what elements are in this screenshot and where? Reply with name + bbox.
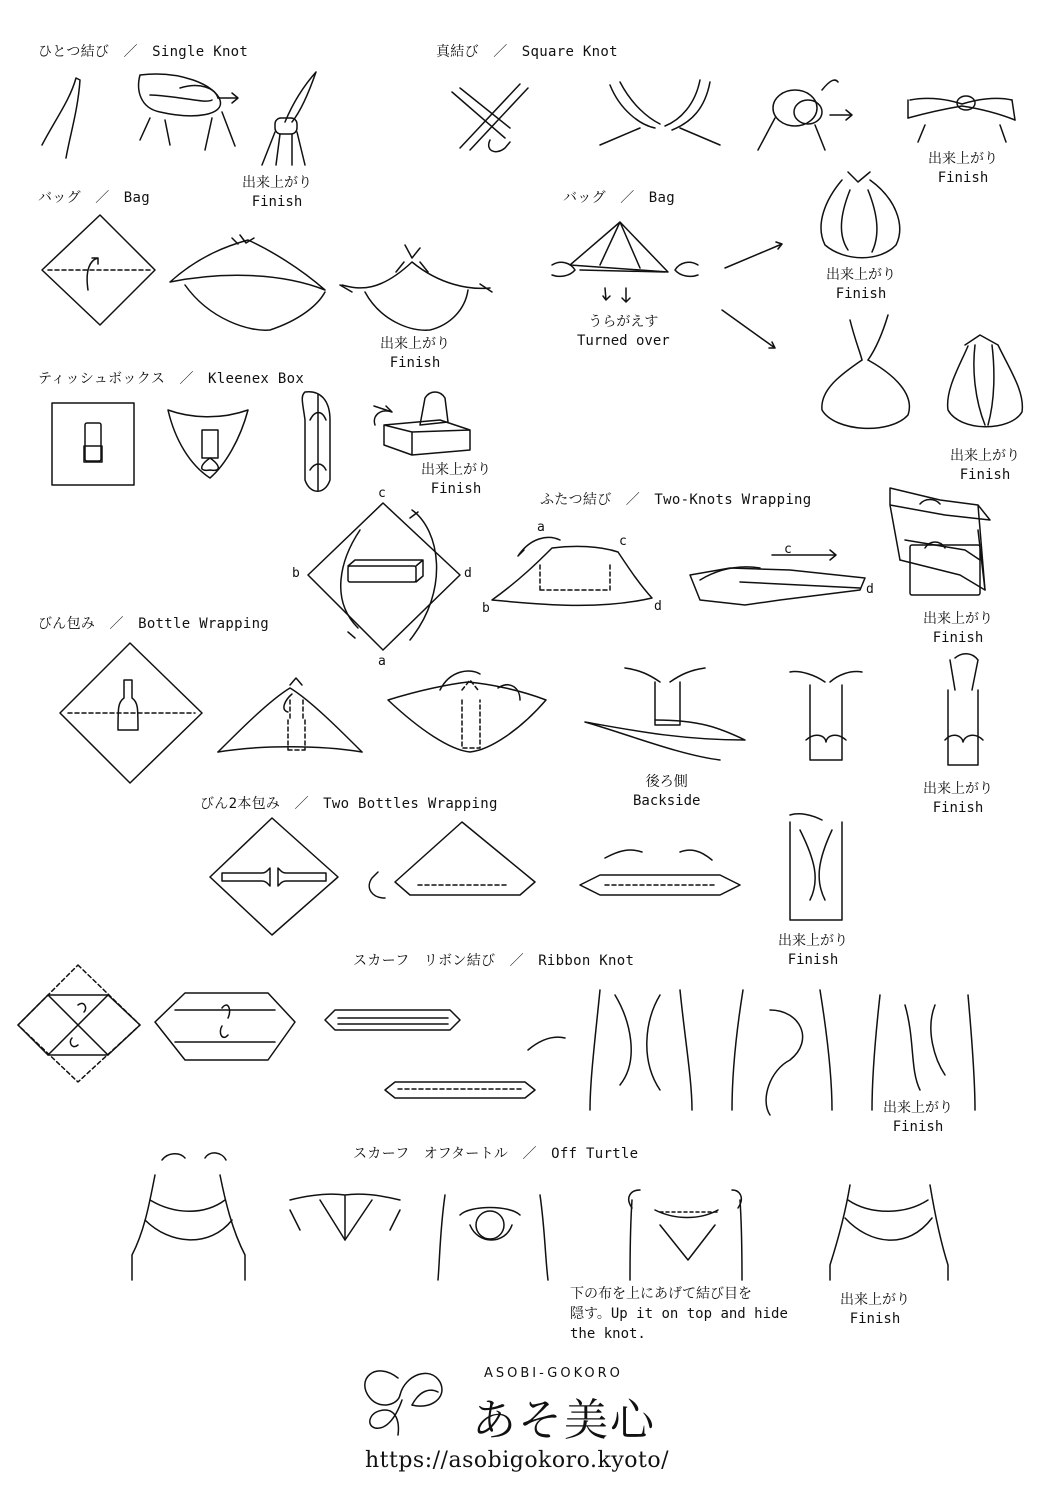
section-title-two-bottles: びん2本包み ／ Two Bottles Wrapping (200, 796, 498, 812)
finish-caption: 出来上がり Finish (883, 1100, 953, 1135)
section-title-square-knot: 真結び ／ Square Knot (436, 44, 618, 60)
finish-caption: 出来上がり Finish (421, 462, 491, 497)
section-title-ribbon-knot: スカーフ リボン結び ／ Ribbon Knot (353, 953, 635, 969)
off-turtle-steps (132, 1153, 948, 1280)
brand-url-link[interactable]: https://asobigokoro.kyoto/ (365, 1448, 670, 1473)
finish-caption: 出来上がり Finish (928, 151, 998, 186)
kleenex-box-steps (52, 392, 470, 492)
corner-label-d: d (866, 582, 875, 597)
finish-caption: 出来上がり Finish (923, 611, 993, 646)
brand-latin-name: ASOBI-GOKORO (484, 1366, 623, 1381)
brand-logo-mark (365, 1371, 442, 1435)
brand-name: あそ美心 (472, 1395, 656, 1446)
corner-label-c: c (619, 534, 628, 549)
backside-caption: 後ろ側 Backside (633, 774, 701, 809)
section-title-two-knots: ふたつ結び ／ Two-Knots Wrapping (540, 492, 812, 508)
section-title-bag-turnover: バッグ ／ Bag (563, 190, 675, 206)
section-title-off-turtle: スカーフ オフタートル ／ Off Turtle (353, 1146, 639, 1162)
section-title-bottle: びん包み ／ Bottle Wrapping (38, 616, 270, 632)
bag-steps (42, 215, 492, 330)
finish-caption: 出来上がり Finish (840, 1292, 910, 1327)
finish-caption: 出来上がり Finish (778, 933, 848, 968)
finish-caption: 出来上がり Finish (242, 175, 312, 210)
corner-label-c: c (378, 486, 387, 501)
two-bottles-steps (210, 814, 842, 935)
off-turtle-instruction: 下の布を上にあげて結び目を 隠す。Up it on top and hide the knot. (570, 1286, 788, 1342)
finish-caption: 出来上がり Finish (826, 267, 896, 302)
section-title-single-knot: ひとつ結び ／ Single Knot (38, 44, 249, 60)
corner-label-a: a (378, 654, 387, 669)
single-knot-steps (42, 72, 316, 165)
finish-caption: 出来上がり Finish (923, 781, 993, 816)
corner-label-c: c (784, 542, 793, 557)
corner-label-d: d (654, 599, 663, 614)
corner-label-b: b (482, 601, 491, 616)
bag-turnover-steps (552, 172, 1022, 428)
section-title-bag: バッグ ／ Bag (38, 190, 150, 206)
finish-caption: 出来上がり Finish (380, 336, 450, 371)
turned-over-caption: うらがえす Turned over (577, 314, 670, 349)
two-knots-steps (308, 488, 990, 650)
corner-label-a: a (537, 520, 546, 535)
corner-label-b: b (292, 566, 301, 581)
bottle-wrapping-steps (60, 643, 983, 783)
ribbon-knot-steps (18, 965, 975, 1115)
finish-caption: 出来上がり Finish (950, 448, 1020, 483)
section-title-kleenex: ティッシュボックス ／ Kleenex Box (38, 371, 305, 387)
corner-label-d: d (464, 566, 473, 581)
square-knot-steps (452, 80, 1015, 152)
